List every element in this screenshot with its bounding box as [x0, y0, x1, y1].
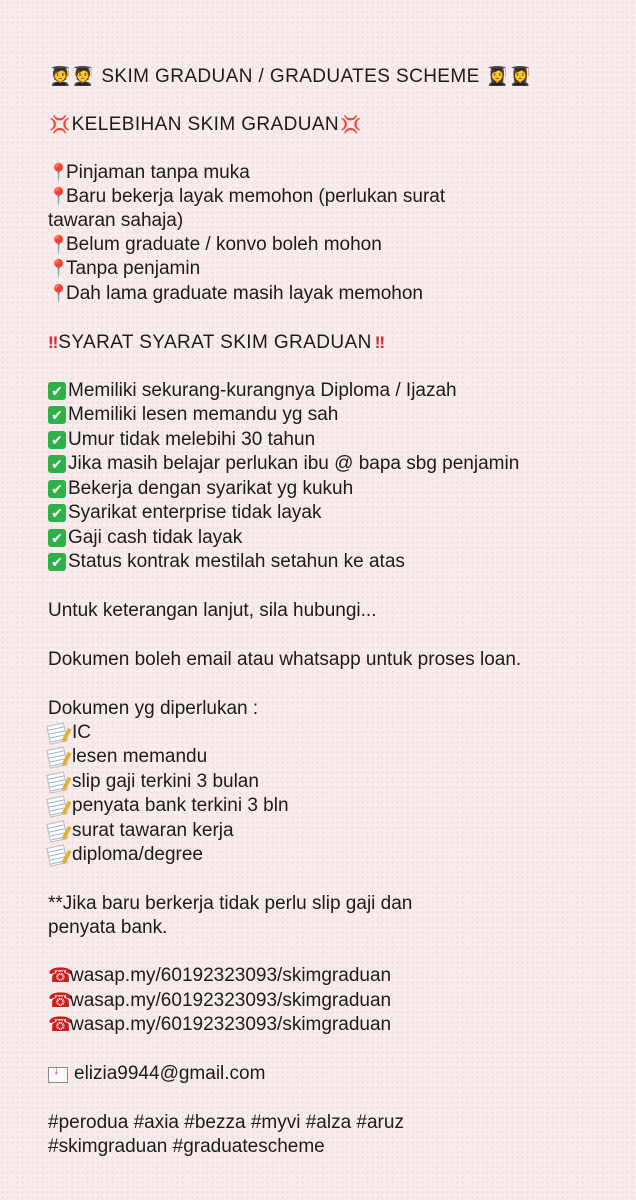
list-item	[48, 282, 608, 306]
syarat-item: Gaji cash tidak layak	[68, 527, 243, 548]
list-item	[48, 550, 608, 574]
memo-icon	[46, 771, 68, 793]
list-item	[48, 721, 608, 745]
memo-icon	[46, 795, 68, 817]
anger-icon: 💢	[49, 115, 71, 134]
contact-link[interactable]: wasap.my/60192323093/skimgraduan	[70, 990, 392, 1011]
kelebihan-item: Belum graduate / konvo boleh mohon	[66, 234, 382, 255]
syarat-item: Jika masih belajar perlukan ibu @ bapa sbg penjamin	[68, 453, 520, 474]
kelebihan-heading-line	[48, 113, 608, 137]
dokumen-item: lesen memandu	[72, 746, 208, 767]
kelebihan-item: Baru bekerja layak memohon (perlukan surat tawaran sahaja)	[48, 186, 446, 231]
list-item	[48, 501, 608, 525]
graduate-icon-left: 🧑‍🎓🧑‍🎓	[49, 66, 95, 86]
dokumen-item: diploma/degree	[72, 844, 203, 865]
page-title: SKIM GRADUAN / GRADUATES SCHEME	[101, 66, 480, 87]
syarat-item: Status kontrak mestilah setahun ke atas	[68, 551, 405, 572]
list-item	[48, 770, 608, 794]
pin-icon: 📍	[48, 259, 70, 278]
syarat-item: Umur tidak melebihi 30 tahun	[68, 429, 316, 450]
list-item	[48, 477, 608, 501]
kelebihan-item: Pinjaman tanpa muka	[66, 162, 250, 183]
envelope-icon	[48, 1067, 68, 1083]
title-line	[48, 64, 608, 89]
contact-row[interactable]	[48, 989, 608, 1013]
contact-link[interactable]: wasap.my/60192323093/skimgraduan	[70, 965, 392, 986]
list-item	[48, 403, 608, 427]
kelebihan-item: Tanpa penjamin	[66, 258, 201, 279]
telephone-icon: ☎	[48, 1014, 73, 1036]
list-item	[48, 526, 608, 550]
pin-icon: 📍	[48, 235, 70, 254]
list-item	[48, 794, 608, 818]
graduate-icon-right: 👩‍🎓👩‍🎓	[486, 66, 532, 86]
memo-icon	[46, 722, 68, 744]
list-item	[48, 257, 608, 281]
note: **Jika baru berkerja tidak perlu slip gaji dan penyata bank.	[48, 893, 413, 938]
anger-icon: 💢	[340, 115, 362, 134]
dokumen-item: slip gaji terkini 3 bulan	[72, 771, 259, 792]
contact-link[interactable]: wasap.my/60192323093/skimgraduan	[70, 1014, 392, 1035]
list-item	[48, 819, 608, 843]
info-line: Untuk keterangan lanjut, sila hubungi...	[48, 600, 377, 621]
contact-row[interactable]	[48, 1013, 608, 1037]
hashtags-line-2: #skimgraduan #graduatescheme	[48, 1136, 325, 1157]
hashtags-line-1: #perodua #axia #bezza #myvi #alza #aruz	[48, 1112, 404, 1133]
list-item	[48, 379, 608, 403]
check-icon: ✔	[48, 455, 66, 473]
check-icon: ✔	[48, 480, 66, 498]
kelebihan-item: Dah lama graduate masih layak memohon	[66, 283, 423, 304]
dokumen-item: penyata bank terkini 3 bln	[72, 795, 289, 816]
dokumen-item: IC	[72, 722, 91, 743]
check-icon: ✔	[48, 382, 66, 400]
list-item	[48, 452, 608, 476]
dokumen-item: surat tawaran kerja	[72, 820, 234, 841]
pin-icon: 📍	[48, 163, 70, 182]
pin-icon: 📍	[48, 284, 70, 303]
list-item	[48, 185, 508, 233]
syarat-heading: SYARAT SYARAT SKIM GRADUAN	[58, 332, 372, 353]
syarat-item: Syarikat enterprise tidak layak	[68, 502, 322, 523]
check-icon: ✔	[48, 431, 66, 449]
syarat-item: Memiliki sekurang-kurangnya Diploma / Ijazah	[68, 380, 457, 401]
email-note: Dokumen boleh email atau whatsapp untuk proses loan.	[48, 649, 522, 670]
check-icon: ✔	[48, 504, 66, 522]
list-item	[48, 161, 608, 185]
check-icon: ✔	[48, 553, 66, 571]
syarat-item: Memiliki lesen memandu yg sah	[68, 404, 339, 425]
syarat-item: Bekerja dengan syarikat yg kukuh	[68, 478, 354, 499]
contact-row[interactable]	[48, 964, 608, 988]
check-icon: ✔	[48, 406, 66, 424]
email-address[interactable]: elizia9944@gmail.com	[74, 1063, 266, 1084]
kelebihan-heading: KELEBIHAN SKIM GRADUAN	[71, 114, 340, 135]
check-icon: ✔	[48, 529, 66, 547]
list-item	[48, 233, 608, 257]
email-row[interactable]	[48, 1062, 608, 1086]
list-item	[48, 428, 608, 452]
double-exclamation-icon: ‼	[374, 333, 382, 352]
pin-icon: 📍	[48, 187, 70, 206]
memo-icon	[46, 746, 68, 768]
memo-icon	[46, 820, 68, 842]
list-item	[48, 745, 608, 769]
memo-icon	[46, 844, 68, 866]
syarat-heading-line	[48, 331, 608, 355]
dokumen-heading: Dokumen yg diperlukan :	[48, 698, 259, 719]
telephone-icon: ☎	[48, 965, 73, 987]
list-item	[48, 843, 608, 867]
double-exclamation-icon: ‼	[48, 333, 56, 352]
telephone-icon: ☎	[48, 990, 73, 1012]
